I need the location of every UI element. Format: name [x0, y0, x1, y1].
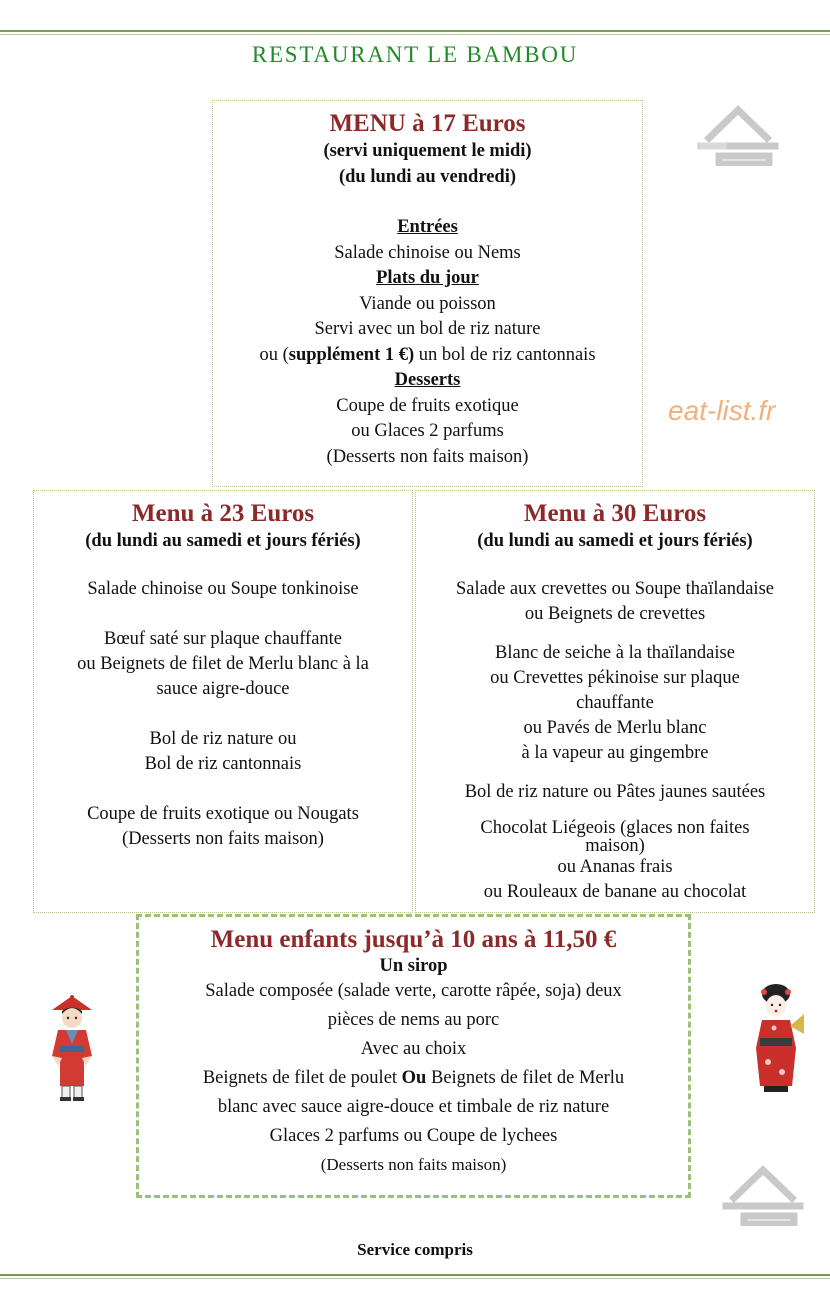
menu-enfants-line-4a: Beignets de filet de poulet: [202, 1068, 402, 1088]
menu-enfants-line-6: Glaces 2 parfums ou Coupe de lychees: [269, 1126, 558, 1146]
menu-30-plat-1: Blanc de seiche à la thaïlandaise: [495, 643, 735, 663]
pagoda-logo-icon: [697, 100, 779, 166]
menu-30-plat-3: chauffante: [576, 693, 654, 713]
geisha-figure-icon: [746, 982, 806, 1096]
menu-enfants-title: Menu enfants jusqu’à 10 ans à 11,50 €: [210, 926, 617, 953]
restaurant-title: RESTAURANT LE BAMBOU: [251, 42, 579, 67]
menu-enfants-line-2: pièces de nems au porc: [327, 1010, 500, 1030]
menu-23-plat-2: ou Beignets de filet de Merlu blanc à la: [77, 654, 369, 674]
menu-23-title: Menu à 23 Euros: [131, 500, 315, 527]
desserts-text-1: Coupe de fruits exotique: [336, 395, 519, 416]
menu-17-note: (servi uniquement le midi): [323, 141, 532, 161]
desserts-text-3: (Desserts non faits maison): [326, 446, 529, 467]
menu-enfants-line-1: Salade composée (salade verte, carotte râpée, soja) deux: [205, 981, 622, 1001]
plats-text-3a: ou (: [259, 344, 289, 365]
menu-30-title: Menu à 30 Euros: [523, 500, 707, 527]
desserts-text-2: ou Glaces 2 parfums: [351, 421, 504, 441]
menu-23-dessert-1: Coupe de fruits exotique ou Nougats: [87, 804, 359, 824]
menu-23-days: (du lundi au samedi et jours fériés): [85, 531, 361, 551]
menu-30-entree-2: ou Beignets de crevettes: [524, 604, 706, 624]
menu-23-plat-3: sauce aigre-douce: [156, 679, 290, 699]
bottom-rule: [0, 1274, 830, 1276]
menu-enfants-line-4c: Beignets de filet de Merlu: [426, 1068, 625, 1088]
menu-23-plat-1: Bœuf saté sur plaque chauffante: [103, 629, 343, 649]
menu-enfants-box: [136, 914, 691, 1198]
menu-enfants-line-3: Avec au choix: [360, 1039, 467, 1059]
menu-23-riz-1: Bol de riz nature ou: [149, 729, 297, 749]
plats-text-3c: un bol de riz cantonnais: [414, 344, 596, 365]
plats-heading: Plats du jour: [376, 268, 479, 288]
plats-text-3: [213, 343, 642, 369]
entrees-heading: Entrées: [397, 217, 458, 237]
menu-30-entree-1: Salade aux crevettes ou Soupe thaïlandaise: [456, 579, 774, 599]
menu-23-dessert-2: (Desserts non faits maison): [122, 829, 324, 849]
menu-30-box: [415, 490, 815, 913]
bottom-rule-thin: [0, 1278, 830, 1279]
menu-23-box: [33, 490, 413, 913]
top-rule-thin: [0, 34, 830, 35]
menu-enfants-ou: Ou: [401, 1068, 427, 1088]
watermark: eat-list.fr: [668, 395, 776, 426]
menu-30-dessert-4: ou Rouleaux de banane au chocolat: [483, 882, 747, 902]
service-compris: Service compris: [357, 1240, 473, 1259]
pagoda-logo-icon: [722, 1160, 804, 1226]
menu-30-dessert-2: maison): [585, 836, 645, 856]
boy-figure-icon: [44, 994, 100, 1106]
menu-enfants-sirop: Un sirop: [379, 956, 448, 976]
plats-text-1: Viande ou poisson: [359, 293, 496, 314]
menu-30-plat-5: à la vapeur au gingembre: [521, 743, 709, 763]
menu-30-dessert-3: ou Ananas frais: [557, 857, 673, 877]
menu-30-plat-4: ou Pavés de Merlu blanc: [523, 718, 707, 738]
menu-30-plat-2: ou Crevettes pékinoise sur plaque: [490, 668, 740, 688]
menu-30-days: (du lundi au samedi et jours fériés): [477, 531, 753, 551]
menu-30-riz: Bol de riz nature ou Pâtes jaunes sautées: [464, 782, 766, 802]
supplement-text: supplément 1 €): [288, 344, 415, 365]
top-rule: [0, 30, 830, 32]
menu-enfants-line-4: [139, 1064, 688, 1093]
menu-17-title: MENU à 17 Euros: [329, 110, 526, 137]
menu-17-days: (du lundi au vendredi): [338, 166, 516, 187]
menu-17-box: [212, 100, 643, 487]
desserts-heading: Desserts: [394, 370, 461, 390]
plats-text-2: Servi avec un bol de riz nature: [314, 319, 541, 339]
menu-enfants-line-5: blanc avec sauce aigre-douce et timbale de riz nature: [217, 1097, 610, 1117]
menu-23-entree: Salade chinoise ou Soupe tonkinoise: [87, 579, 359, 599]
menu-enfants-line-7: (Desserts non faits maison): [320, 1155, 507, 1174]
entrees-text: Salade chinoise ou Nems: [334, 242, 521, 263]
menu-23-riz-2: Bol de riz cantonnais: [144, 754, 302, 774]
menu-30-dessert-1: Chocolat Liégeois (glaces non faites: [480, 818, 750, 838]
